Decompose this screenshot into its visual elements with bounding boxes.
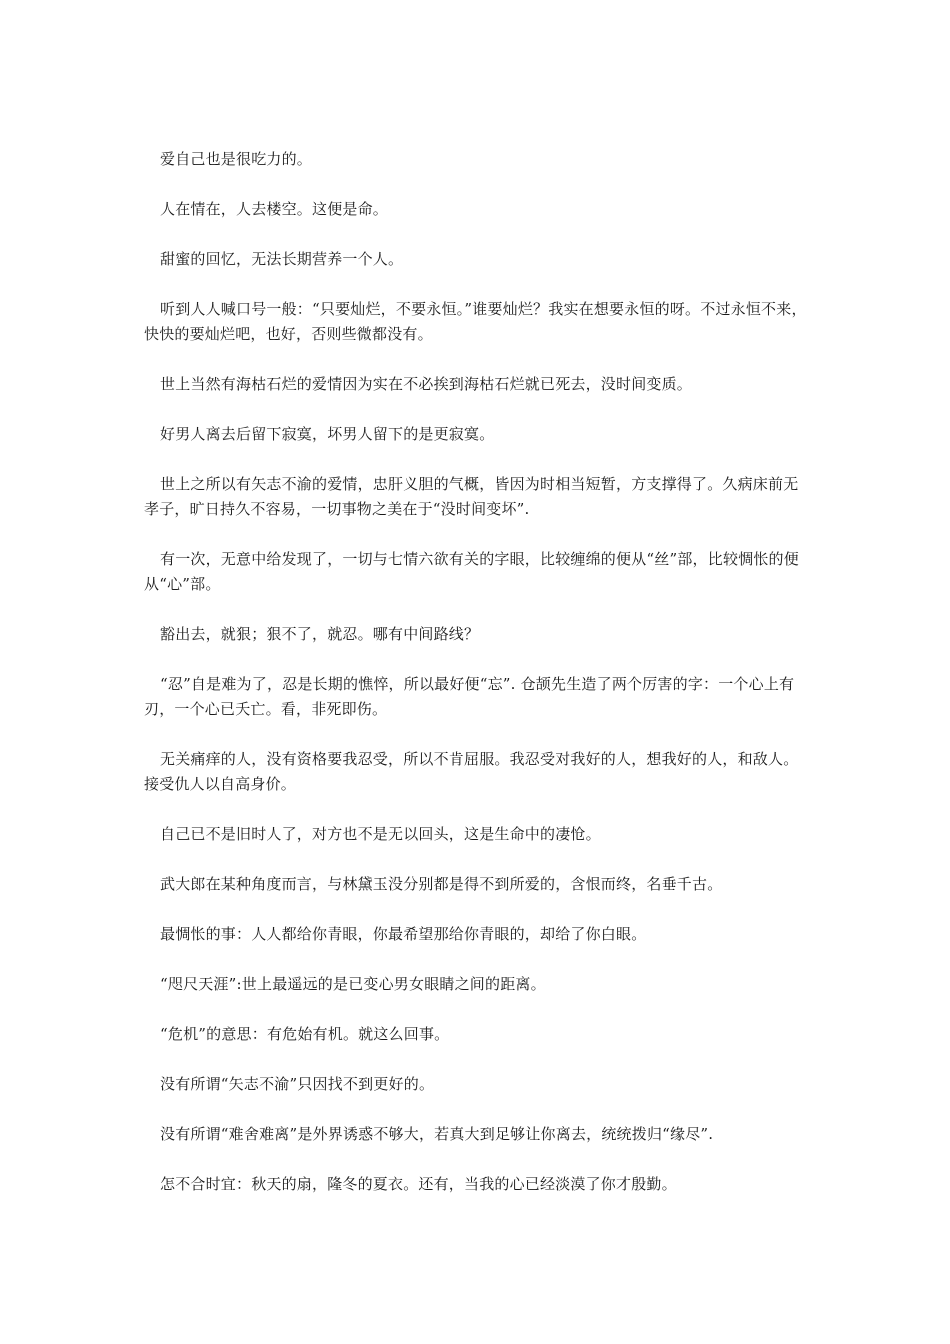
document-body	[144, 147, 809, 1222]
paragraph: 没有所谓“难舍难离”是外界诱惑不够大，若真大到足够让你离去，统统拨归“缘尽”.	[160, 1125, 714, 1143]
paragraph: 人在情在，人去楼空。这便是命。	[160, 200, 389, 218]
paragraph: 无关痛痒的人，没有资格要我忍受，所以不肯屈服。我忍受对我好的人，想我好的人，和敌人。接受仇人以自高身价。	[144, 750, 799, 793]
paragraph: 最惆怅的事：人人都给你青眼，你最希望那给你青眼的，却给了你白眼。	[160, 925, 647, 943]
paragraph: 没有所谓“矢志不渝”只因找不到更好的。	[160, 1075, 435, 1093]
paragraph: 武大郎在某种角度而言，与林黛玉没分别都是得不到所爱的，含恨而终，名垂千古。	[160, 875, 723, 893]
paragraph: 听到人人喊口号一般：“只要灿烂，不要永恒。”谁要灿烂？我实在想要永恒的呀。不过永恒不来，快快的要灿烂吧，也好，否则些微都没有。	[144, 300, 807, 343]
paragraph: 世上之所以有矢志不渝的爱情，忠肝义胆的气概，皆因为时相当短暂，方支撑得了。久病床前无孝子，旷日持久不容易，一切事物之美在于“没时间变坏”.	[144, 475, 799, 518]
paragraph: 爱自己也是很吃力的。	[160, 150, 313, 168]
paragraph: 世上当然有海枯石烂的爱情因为实在不必挨到海枯石烂就已死去，没时间变质。	[160, 375, 693, 393]
paragraph: “咫尺天涯”:世上最遥远的是已变心男女眼睛之间的距离。	[160, 975, 546, 993]
paragraph: 怎不合时宜：秋天的扇，隆冬的夏衣。还有，当我的心已经淡漠了你才殷勤。	[160, 1175, 677, 1193]
paragraph: 自己已不是旧时人了，对方也不是无以回头，这是生命中的凄怆。	[160, 825, 601, 843]
paragraph: 好男人离去后留下寂寞，坏男人留下的是更寂寞。	[160, 425, 495, 443]
paragraph: 有一次，无意中给发现了，一切与七情六欲有关的字眼，比较缠绵的便从“丝”部，比较惆怅的便从“心”部。	[144, 550, 799, 593]
paragraph: 甜蜜的回忆，无法长期营养一个人。	[160, 250, 404, 268]
paragraph: “忍”自是难为了，忍是长期的憔悴，所以最好便“忘”. 仓颉先生造了两个厉害的字：一个心上有刃，一个心已夭亡。看，非死即伤。	[144, 675, 795, 718]
paragraph: 豁出去，就狠；狠不了，就忍。哪有中间路线？	[160, 625, 480, 643]
paragraph: “危机”的意思：有危始有机。就这么回事。	[160, 1025, 450, 1043]
